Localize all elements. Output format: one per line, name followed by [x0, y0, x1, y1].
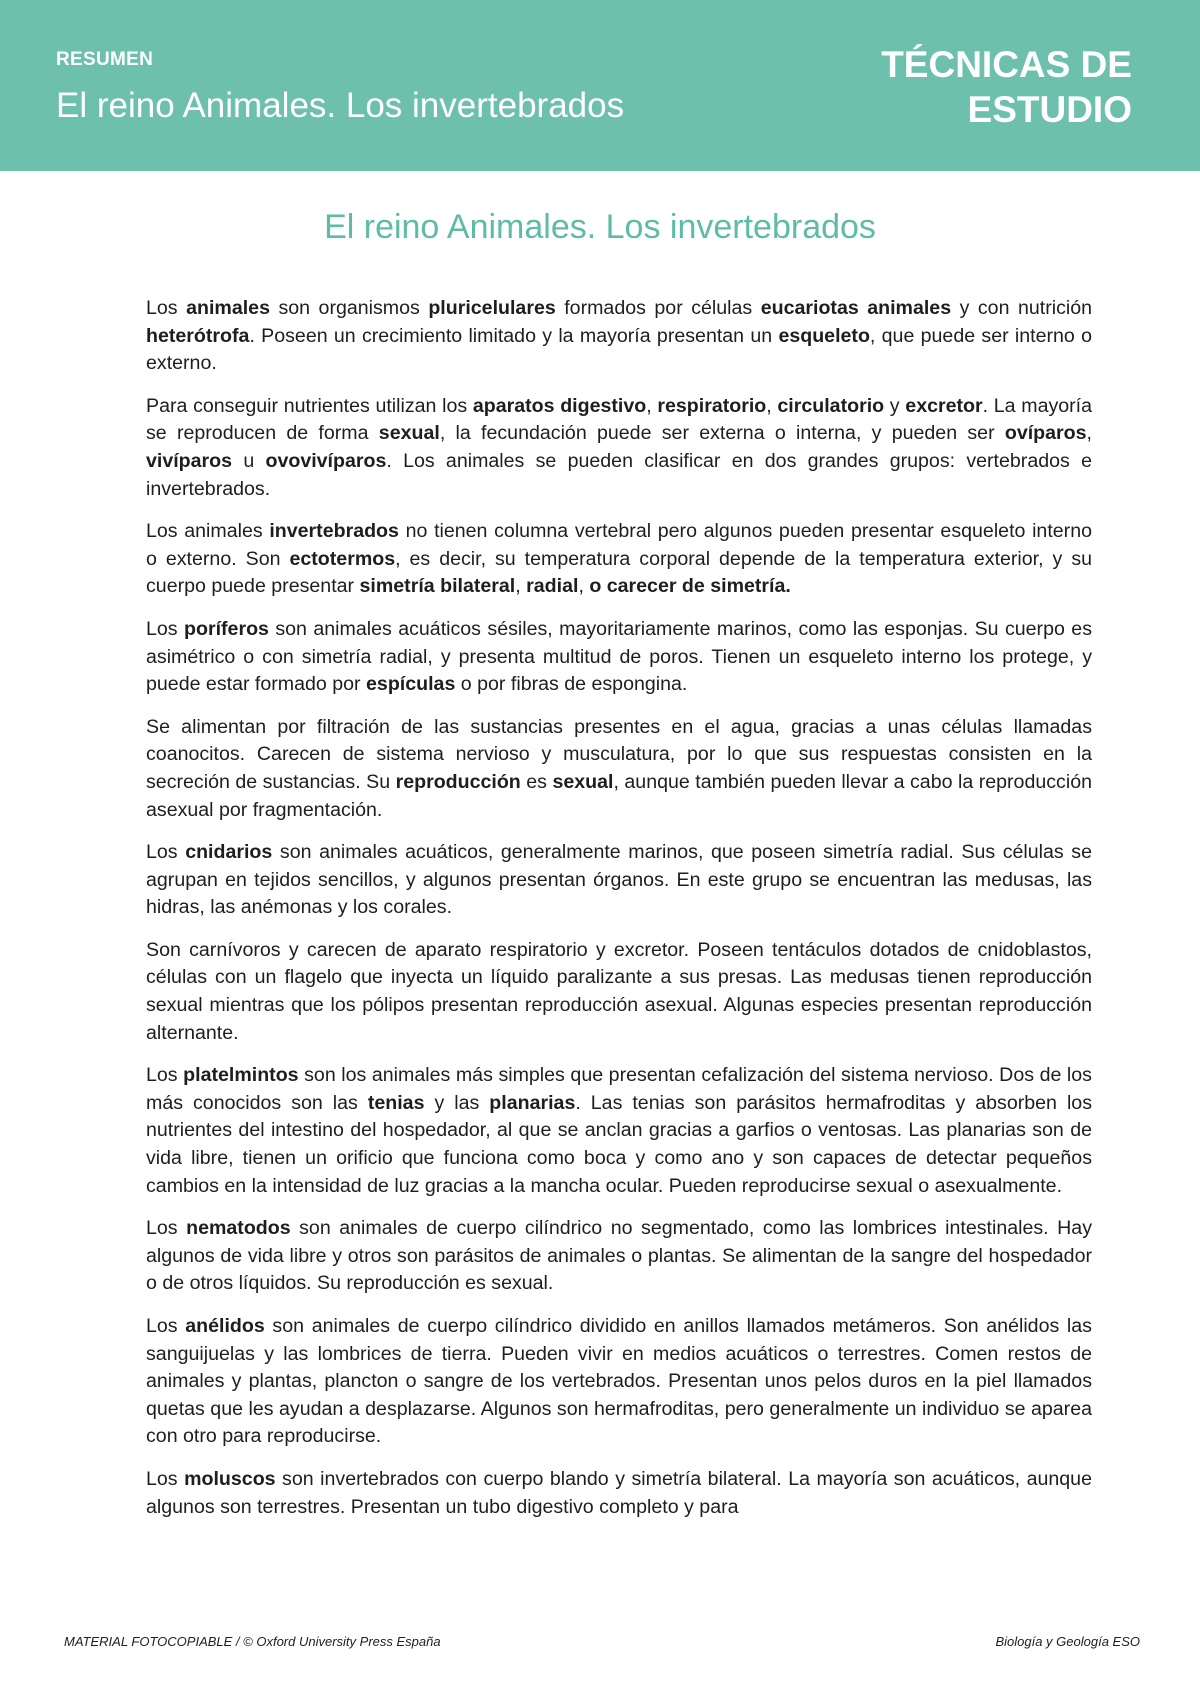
text-run: es [520, 770, 553, 793]
paragraph [146, 295, 1092, 378]
paragraph [146, 1466, 1092, 1521]
text-run: son invertebrados con cuerpo blando y simetría bilateral. La mayoría son acuáticos, aunque algunos son terrestres. Presentan un tubo digestivo completo y para [146, 1467, 1092, 1518]
text-run: , aunque también pueden llevar a cabo la reproducción asexual por fragmentación. [146, 770, 1092, 821]
text-run: Se alimentan por filtración de las sustancias presentes en el agua, gracias a unas células llamadas coanocitos. Carecen de sistema nervioso y musculatura, por lo que sus respuestas consisten en la secreción de sustancias. Su [146, 715, 1092, 793]
paragraph [146, 518, 1092, 601]
bold-term: tenias [367, 1091, 425, 1114]
bold-term: aparatos digestivo [472, 394, 647, 417]
paragraph [146, 839, 1092, 922]
text-run: no tienen columna vertebral pero algunos pueden presentar esqueleto interno o externo. Son [146, 520, 1092, 570]
header-title: El reino Animales. Los invertebrados [56, 86, 625, 125]
text-run: son animales acuáticos, generalmente marinos, que poseen simetría radial. Sus células se agrupan en tejidos sencillos, y algunos presentan órganos. En este grupo se encuentran las medusas, las hidras, las anémonas y los corales. [146, 841, 1092, 919]
text-run: , [578, 575, 590, 598]
section-label: RESUMEN [56, 49, 154, 70]
text-run: Son carnívoros y carecen de aparato respiratorio y excretor. Poseen tentáculos dotados de cnidoblastos, células con un flagelo que inyecta un líquido paralizante a sus presas. Las medusas tienen reproducción sexual mientras que los pólipos presentan reproducción asexual. Algunas especies presentan reproducción alternante. [146, 938, 1092, 1044]
document-body [146, 295, 1092, 1536]
text-run: , es decir, su temperatura corporal depende de la temperatura exterior, y su cuerpo puede presentar [146, 547, 1093, 598]
bold-term: nematodos [186, 1217, 291, 1240]
bold-term: sexual [552, 770, 614, 793]
text-run: Los animales [146, 520, 270, 543]
bold-term: respiratorio [657, 394, 767, 417]
text-run: son animales acuáticos sésiles, mayoritariamente marinos, como las esponjas. Su cuerpo es asimétrico o con simetría radial, y presenta multitud de poros. Tienen un esqueleto interno los protege, y puede estar formado por [146, 617, 1092, 696]
text-run: Los [146, 617, 185, 640]
text-run: , [515, 575, 527, 598]
bold-term: vivíparos [146, 449, 233, 472]
text-run: son los animales más simples que presentan cefalización del sistema nervioso. Dos de los más conocidos son las [146, 1064, 1092, 1114]
text-run: y con nutrición [951, 297, 1093, 319]
bold-term: ovíparos [1004, 422, 1087, 445]
bold-term: esqueleto [778, 324, 870, 347]
text-run: , la fecundación puede ser externa o interna, y pueden ser [439, 422, 1005, 445]
footer-copyright: MATERIAL FOTOCOPIABLE / © Oxford University Press España [64, 1634, 441, 1649]
text-run: Los [146, 1467, 185, 1490]
bold-term: platelmintos [183, 1064, 299, 1087]
paragraph [146, 937, 1092, 1047]
text-run: son animales de cuerpo cilíndrico no segmentado, como las lombrices intestinales. Hay algunos de vida libre y otros son parásitos de animales o plantas. Se alimentan de la sangre del hospedador o de otros líquidos. Su reproducción es sexual. [146, 1217, 1092, 1295]
text-run: Los [146, 297, 187, 319]
bold-term: simetría bilateral [359, 575, 516, 598]
bold-term: espículas [366, 673, 456, 696]
text-run: Los [146, 1217, 187, 1240]
text-run: , que puede ser interno o externo. [146, 324, 1092, 375]
text-run: Para conseguir nutrientes utilizan los [146, 394, 473, 417]
text-run: . Las tenias son parásitos hermafroditas y absorben los nutrientes del intestino del hospedador, al que se anclan gracias a garfios o ventosas. Las planarias son de vida libre, tienen un orificio que funciona como boca y como ano y son capaces de detectar pequeños cambios en la intensidad de luz gracias a la mancha ocular. Pueden reproducirse sexual o asexualmente. [146, 1091, 1092, 1197]
paragraph [146, 714, 1092, 824]
bold-term: excretor [905, 394, 983, 417]
text-run: , [1086, 422, 1092, 445]
text-run: . La mayoría se reproducen de forma [146, 394, 1093, 445]
text-run: Los [146, 841, 186, 864]
header-banner [0, 0, 1200, 171]
text-run: u [232, 449, 266, 472]
bold-term: moluscos [184, 1467, 276, 1490]
bold-term: pluricelulares [428, 297, 556, 319]
bold-term: o carecer de simetría. [589, 575, 791, 598]
bold-term: animales [186, 297, 270, 319]
bold-term: ovovivíparos [265, 449, 387, 472]
paragraph [146, 393, 1092, 503]
text-run: son organismos [269, 297, 429, 319]
text-run: o por fibras de espongina. [455, 673, 688, 696]
text-run: , [766, 394, 778, 417]
text-run: Los [146, 1064, 184, 1087]
paragraph [146, 1062, 1092, 1200]
bold-term: invertebrados [269, 520, 399, 543]
paragraph [146, 1215, 1092, 1298]
bold-term: anélidos [185, 1315, 265, 1337]
text-run: formados por células [555, 297, 761, 319]
bold-term: eucariotas animales [760, 297, 952, 319]
text-run: y las [424, 1091, 490, 1114]
text-run: . Los animales se pueden clasificar en dos grandes grupos: vertebrados e invertebrados. [146, 449, 1092, 500]
paragraph [146, 616, 1092, 699]
paragraph [146, 1313, 1092, 1451]
bold-term: heterótrofa [146, 324, 250, 347]
bold-term: reproducción [395, 770, 521, 793]
text-run: son animales de cuerpo cilíndrico dividido en anillos llamados metámeros. Son anélidos las sanguijuelas y las lombrices de tierra. Pueden vivir en medios acuáticos o terrestres. Comen restos de animales y plantas, plancton o sangre de los vertebrados. Presentan unos pelos duros en la piel llamados quetas que les ayudan a desplazarse. Algunos son hermafroditas, pero generalmente un individuo se aparea con otro para reproducirse. [146, 1315, 1092, 1448]
text-run: , [646, 394, 658, 417]
bold-term: ectotermos [289, 547, 396, 570]
text-run: y [884, 394, 906, 417]
footer-subject: Biología y Geología ESO [995, 1634, 1140, 1649]
text-run: Los [146, 1315, 186, 1337]
bold-term: cnidarios [185, 841, 273, 864]
document-title: El reino Animales. Los invertebrados [324, 208, 876, 246]
bold-term: poríferos [184, 617, 269, 640]
bold-term: radial [526, 575, 579, 598]
bold-term: planarias [489, 1091, 576, 1114]
bold-term: sexual [378, 422, 440, 445]
text-run: . Poseen un crecimiento limitado y la mayoría presentan un [249, 324, 779, 347]
bold-term: circulatorio [777, 394, 885, 417]
brand-label: TÉCNICAS DE ESTUDIO [881, 44, 1132, 130]
